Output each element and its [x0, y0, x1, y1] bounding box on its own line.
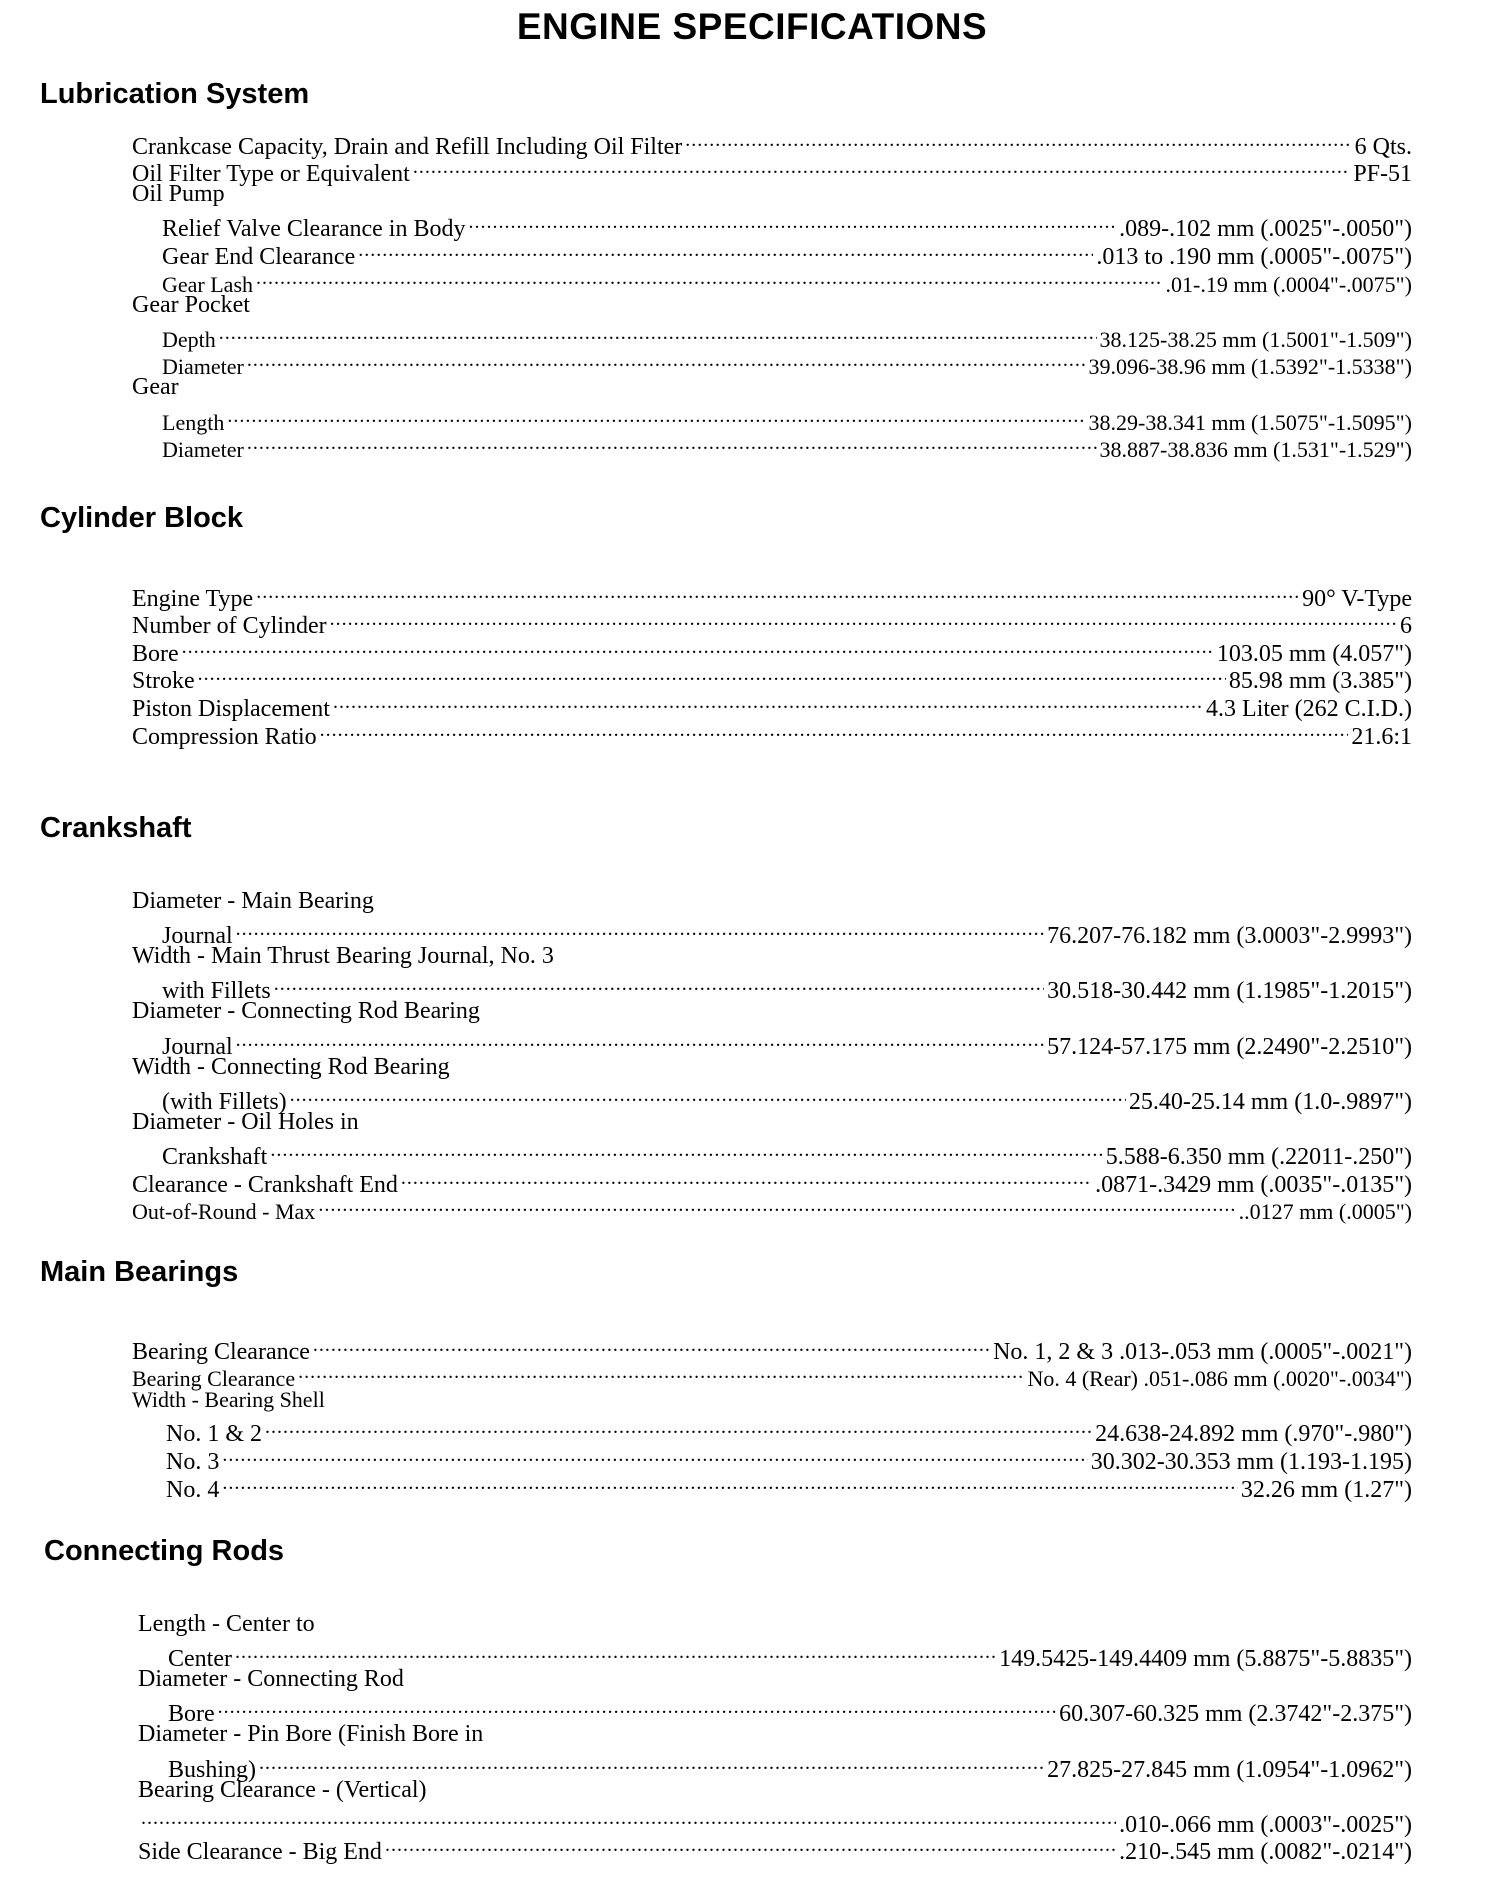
- spec-row: ..... .010-.066 mm (.0003"-.0025"): [138, 1804, 1412, 1832]
- dot-leader: [227, 402, 1085, 430]
- spec-row: No. 3 ..... 30.302-30.353 mm (1.193-1.195): [132, 1441, 1412, 1469]
- spec-subheading: Diameter - Main Bearing: [132, 888, 374, 914]
- spec-subheading: Diameter - Connecting Rod: [138, 1666, 404, 1693]
- dot-leader: [270, 1136, 1102, 1164]
- spec-subheading: Gear: [132, 374, 179, 401]
- spec-list: [138, 1611, 1412, 1866]
- spec-row: Gear Lash ..... .01-.19 mm (.0004"-.0075"): [132, 264, 1412, 292]
- spec-subheading: Oil Pump: [132, 181, 225, 208]
- dot-leader: [290, 1081, 1126, 1109]
- section-heading: Cylinder Block: [40, 502, 244, 534]
- spec-row: Diameter ..... 38.887-38.836 mm (1.531"-1.529"): [132, 430, 1412, 458]
- spec-row: No. 1 & 2 ..... 24.638-24.892 mm (.970"-.980"): [132, 1414, 1412, 1442]
- spec-subheading: Length - Center to: [138, 1611, 315, 1637]
- dot-leader: [198, 661, 1226, 689]
- spec-subheading: Width - Bearing Shell: [132, 1387, 325, 1413]
- dot-leader: [298, 1359, 1024, 1387]
- spec-row: Side Clearance - Big End ..... .210-.545 mm (.0082"-.0214"): [138, 1832, 1412, 1860]
- spec-list: [132, 126, 1412, 463]
- spec-subheading: Diameter - Oil Holes in: [132, 1108, 359, 1135]
- dot-leader: [385, 1832, 1116, 1860]
- spec-row: with Fillets ..... 30.518-30.442 mm (1.1985"-1.2015"): [132, 971, 1412, 999]
- dot-leader: [468, 209, 1116, 237]
- spec-subheading: Width - Main Thrust Bearing Journal, No. 3: [132, 943, 554, 970]
- spec-row: Bushing) ..... 27.825-27.845 mm (1.0954"-1.0962"): [138, 1749, 1412, 1777]
- section-heading: Connecting Rods: [44, 1535, 285, 1567]
- spec-row: Number of Cylinder ..... 6: [132, 606, 1412, 634]
- spec-row: Center ..... 149.5425-149.4409 mm (5.8875"-5.8835"): [138, 1639, 1412, 1667]
- dot-leader: [330, 606, 1397, 634]
- spec-subheading: Gear Pocket: [132, 291, 250, 318]
- spec-row: (with Fillets) ..... 25.40-25.14 mm (1.0-.9897"): [132, 1081, 1412, 1109]
- spec-row: Engine Type ..... 90° V-Type: [132, 578, 1412, 606]
- dot-leader: [413, 154, 1350, 182]
- dot-leader: [274, 971, 1044, 999]
- dot-leader: [685, 126, 1351, 154]
- dot-leader: [219, 319, 1097, 347]
- dot-leader: [235, 1639, 996, 1667]
- spec-row: Bore ..... 60.307-60.325 mm (2.3742"-2.375"): [138, 1694, 1412, 1722]
- dot-leader: [401, 1164, 1092, 1192]
- spec-row: Clearance - Crankshaft End ..... .0871-.3429 mm (.0035"-.0135"): [132, 1164, 1412, 1192]
- dot-leader: [259, 1749, 1044, 1777]
- page-title: ENGINE SPECIFICATIONS: [516, 6, 988, 47]
- spec-row: Bearing Clearance ..... No. 1, 2 & 3 .013-.053 mm (.0005"-.0021"): [132, 1331, 1412, 1359]
- dot-leader: [313, 1331, 990, 1359]
- section-heading: Main Bearings: [40, 1256, 239, 1288]
- dot-leader: [247, 430, 1097, 458]
- section-heading: Lubrication System: [40, 78, 310, 110]
- spec-row: Bearing Clearance ..... No. 4 (Rear) .051-.086 mm (.0020"-.0034"): [132, 1359, 1412, 1387]
- dot-leader: [222, 1441, 1087, 1469]
- spec-row: Journal ..... 57.124-57.175 mm (2.2490"-2.2510"): [132, 1026, 1412, 1054]
- dot-leader: [236, 1026, 1044, 1054]
- dot-leader: [218, 1694, 1056, 1722]
- spec-row: Journal ..... 76.207-76.182 mm (3.0003"-2.9993"): [132, 916, 1412, 944]
- spec-subheading: Bearing Clearance - (Vertical): [138, 1776, 427, 1803]
- spec-row: Relief Valve Clearance in Body ..... .089-.102 mm (.0025"-.0050"): [132, 209, 1412, 237]
- spec-row: Bore ..... 103.05 mm (4.057"): [132, 633, 1412, 661]
- dot-leader: [265, 1414, 1092, 1442]
- spec-row: Depth ..... 38.125-38.25 mm (1.5001"-1.509"): [132, 319, 1412, 347]
- dot-leader: [256, 264, 1162, 292]
- dot-leader: [141, 1804, 1116, 1832]
- spec-row: Oil Filter Type or Equivalent ..... PF-51: [132, 154, 1412, 182]
- spec-subheading: Width - Connecting Rod Bearing: [132, 1053, 450, 1080]
- spec-row: Gear End Clearance ..... .013 to .190 mm (.0005"-.0075"): [132, 236, 1412, 264]
- spec-row: No. 4 ..... 32.26 mm (1.27"): [132, 1469, 1412, 1497]
- spec-subheading: Diameter - Connecting Rod Bearing: [132, 998, 480, 1025]
- dot-leader: [236, 916, 1044, 944]
- spec-list: [132, 1331, 1412, 1503]
- spec-row: Out-of-Round - Max ..... ..0127 mm (.0005"): [132, 1192, 1412, 1220]
- spec-row: Crankcase Capacity, Drain and Refill Including Oil Filter ..... 6 Qts.: [132, 126, 1412, 154]
- spec-list: [132, 578, 1412, 750]
- dot-leader: [320, 716, 1349, 744]
- dot-leader: [333, 688, 1203, 716]
- dot-leader: [247, 347, 1086, 375]
- spec-row: Compression Ratio ..... 21.6:1: [132, 716, 1412, 744]
- dot-leader: [182, 633, 1214, 661]
- section-heading: Crankshaft: [40, 812, 192, 844]
- spec-row: Diameter ..... 39.096-38.96 mm (1.5392"-1.5338"): [132, 347, 1412, 375]
- spec-row: Piston Displacement ..... 4.3 Liter (262 C.I.D.): [132, 688, 1412, 716]
- spec-list: [132, 888, 1412, 1225]
- dot-leader: [256, 578, 1299, 606]
- spec-row: Stroke ..... 85.98 mm (3.385"): [132, 661, 1412, 689]
- dot-leader: [222, 1469, 1238, 1497]
- spec-row: Crankshaft ..... 5.588-6.350 mm (.22011-.250"): [132, 1136, 1412, 1164]
- spec-row: Length ..... 38.29-38.341 mm (1.5075"-1.5095"): [132, 402, 1412, 430]
- dot-leader: [358, 236, 1093, 264]
- dot-leader: [318, 1192, 1235, 1220]
- spec-subheading: Diameter - Pin Bore (Finish Bore in: [138, 1721, 484, 1748]
